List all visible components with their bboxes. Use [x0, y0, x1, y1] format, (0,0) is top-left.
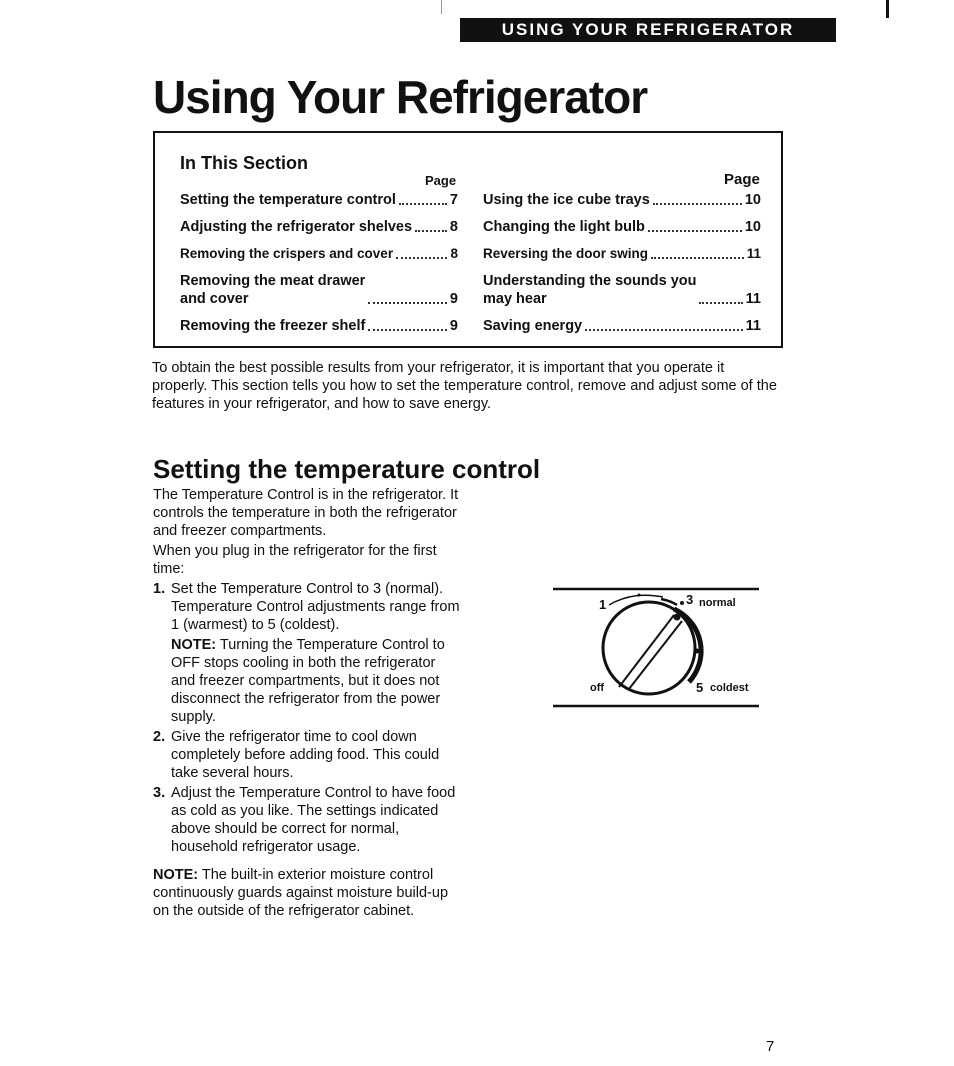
- step-note: NOTE: Turning the Temperature Control to OFF stops cooling in both the refrigerator and freezer compartments, but it does not disconnect the refrigerator from the power supply.: [171, 637, 445, 725]
- crop-hairline: [441, 0, 442, 14]
- toc-item[interactable]: Understanding the sounds you may hear 11: [483, 273, 761, 307]
- dial-label-normal: normal: [699, 597, 736, 609]
- step-item: 1. Set the Temperature Control to 3 (normal). Temperature Control adjustments range from 1 (warmest) to 5 (coldest). NOTE: Turning the Temperature Control to OFF stops cooling in both the refrigerator and freezer compartments, but it does not disconnect the refrigerator from the power supply.: [153, 580, 463, 726]
- body-paragraph: The Temperature Control is in the refrigerator. It controls the temperature in both the refrigerator and freezer compartments.: [153, 487, 459, 539]
- toc-item[interactable]: Removing the crispers and cover 8: [180, 246, 458, 261]
- toc-item[interactable]: Removing the freezer shelf 9: [180, 318, 458, 334]
- section-body: [153, 486, 463, 922]
- in-this-section-box: [153, 131, 783, 348]
- section-heading: Setting the temperature control: [153, 454, 541, 484]
- dial-label-off: off: [590, 682, 605, 694]
- moisture-note: NOTE: The built-in exterior moisture control continuously guards against moisture build-up on the outside of the refrigerator cabinet.: [153, 867, 449, 919]
- toc-page-label-left: Page: [425, 173, 457, 188]
- intro-paragraph: To obtain the best possible results from your refrigerator, it is important that you operate it properly. This section tells you how to set the temperature control, remove and adjust some of the features in your refrigerator, and how to save energy.: [152, 360, 777, 412]
- toc-left-column: [180, 191, 458, 344]
- toc-heading: In This Section: [180, 153, 309, 173]
- page-number: 7: [766, 1038, 775, 1055]
- dial-label-coldest: coldest: [710, 682, 749, 694]
- temperature-dial-illustration: [553, 585, 763, 711]
- steps-list: [153, 580, 463, 856]
- toc-item[interactable]: Using the ice cube trays 10: [483, 192, 761, 208]
- toc-page-label-right: Page: [724, 171, 760, 188]
- toc-item[interactable]: Changing the light bulb 10: [483, 219, 761, 235]
- step-item: 2. Give the refrigerator time to cool down completely before adding food. This could take several hours.: [153, 729, 440, 781]
- toc-item[interactable]: Adjusting the refrigerator shelves 8: [180, 219, 458, 235]
- section-banner: USING YOUR REFRIGERATOR: [460, 18, 836, 42]
- dial-label-5: 5: [696, 680, 704, 695]
- step-item: 3. Adjust the Temperature Control to have food as cold as you like. The settings indicated above should be correct for normal, household refrigerator usage.: [153, 785, 456, 855]
- toc-item[interactable]: Setting the temperature control 7: [180, 192, 458, 208]
- edge-mark: [886, 0, 889, 18]
- dial-label-1: 1: [599, 597, 607, 612]
- body-paragraph: When you plug in the refrigerator for the first time:: [153, 543, 437, 577]
- toc-item[interactable]: Reversing the door swing 11: [483, 246, 761, 261]
- toc-item[interactable]: Removing the meat drawer and cover 9: [180, 273, 458, 307]
- dial-label-3: 3: [686, 592, 694, 607]
- toc-item[interactable]: Saving energy 11: [483, 318, 761, 334]
- page-title: Using Your Refrigerator: [153, 71, 648, 123]
- toc-right-column: [483, 191, 761, 344]
